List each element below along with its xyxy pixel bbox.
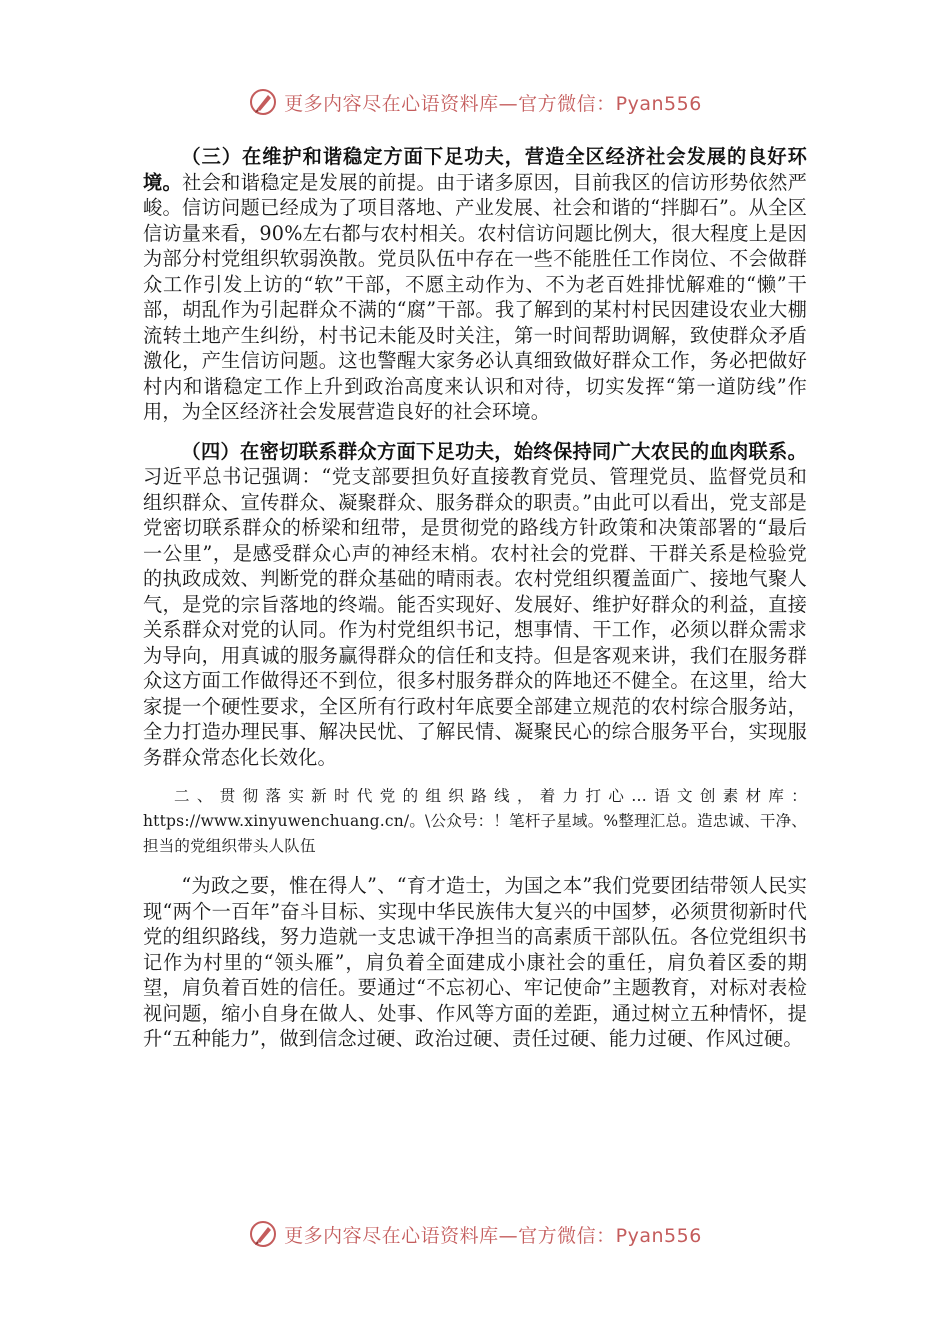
section-four-heading: （四）在密切联系群众方面下足功夫，始终保持同广大农民的血肉联系。 — [181, 439, 807, 463]
footer-watermark-banner — [0, 1212, 950, 1256]
pen-logo-icon — [248, 87, 278, 117]
header-watermark-banner — [0, 80, 950, 124]
document-body — [143, 144, 807, 1066]
paragraph-section-four — [143, 439, 807, 771]
section-two-heading: 二、贯彻落实新时代党的组织路线，着力打心…语文创素材库：https://www.xinyuwenchuang.cn/。\公众号：！笔杆子星域。%整理汇总。造忠诚、干净、担当的党组织带头人队伍 — [143, 787, 807, 855]
section-three-heading: （三）在维护和谐稳定方面下足功夫，营造全区经济社会发展的良好环境。 — [143, 145, 807, 194]
paragraph-quote-talent: “为政之要，惟在得人”、“育才造士，为国之本”我们党要团结带领人民实现“两个一百年”奋斗目标、实现中华民族伟大复兴的中国梦，必须贯彻新时代党的组织路线，努力造就一支忠诚干净担当的高素质干部队伍。各位党组织书记作为村里的“领头雁”，肩负着全面建成小康社会的重任，肩负着区委的期望，肩负着百姓的信任。要通过“不忘初心、牢记使命”主题教育，对标对表检视问题，缩小自身在做人、处事、作风等方面的差距，通过树立五种情怀，提升“五种能力”，做到信念过硬、政治过硬、责任过硬、能力过硬、作风过硬。 — [143, 874, 807, 1050]
footer-watermark-text: 更多内容尽在心语资料库—官方微信：Pyan556 — [284, 1224, 702, 1247]
paragraph-section-three — [143, 144, 807, 425]
header-watermark-text: 更多内容尽在心语资料库—官方微信：Pyan556 — [284, 92, 702, 115]
pen-logo-icon — [248, 1219, 278, 1249]
section-three-body: 社会和谐稳定是发展的前提。由于诸多原因，目前我区的信访形势依然严峻。信访问题已经成为了项目落地、产业发展、社会和谐的“拌脚石”。从全区信访量来看，90%左右都与农村相关。农村信访问题比例大，很大程度上是因为部分村党组织软弱涣散。党员队伍中存在一些不能胜任工作岗位、不会做群众工作引发上访的“软”干部，不愿主动作为、不为老百姓排忧解难的“懒”干部，胡乱作为引起群众不满的“腐”干部。我了解到的某村村民因建设农业大棚流转土地产生纠纷，村书记未能及时关注，第一时间帮助调解，致使群众矛盾激化，产生信访问题。这也警醒大家务必认真细致做好群众工作，务必把做好村内和谐稳定工作上升到政治高度来认识和对待，切实发挥“第一道防线”作用，为全区经济社会发展营造良好的社会环境。 — [143, 170, 807, 423]
section-four-body: 习近平总书记强调：“党支部要担负好直接教育党员、管理党员、监督党员和组织群众、宣传群众、凝聚群众、服务群众的职责。”由此可以看出，党支部是党密切联系群众的桥梁和纽带，是贯彻党的路线方针政策和决策部署的“最后一公里”，是感受群众心声的神经末梢。农村社会的党群、干群关系是检验党的执政成效、判断党的群众基础的晴雨表。农村党组织覆盖面广、接地气聚人气，是党的宗旨落地的终端。能否实现好、发展好、维护好群众的利益，直接关系群众对党的认同。作为村党组织书记，想事情、干工作，必须以群众需求为导向，用真诚的服务赢得群众的信任和支持。但是客观来讲，我们在服务群众这方面工作做得还不到位，很多村服务群众的阵地还不健全。在这里，给大家提一个硬性要求，全区所有行政村年底要全部建立规范的农村综合服务站，全力打造办理民事、解决民忧、了解民情、凝聚民心的综合服务平台，实现服务群众常态化长效化。 — [143, 465, 807, 769]
